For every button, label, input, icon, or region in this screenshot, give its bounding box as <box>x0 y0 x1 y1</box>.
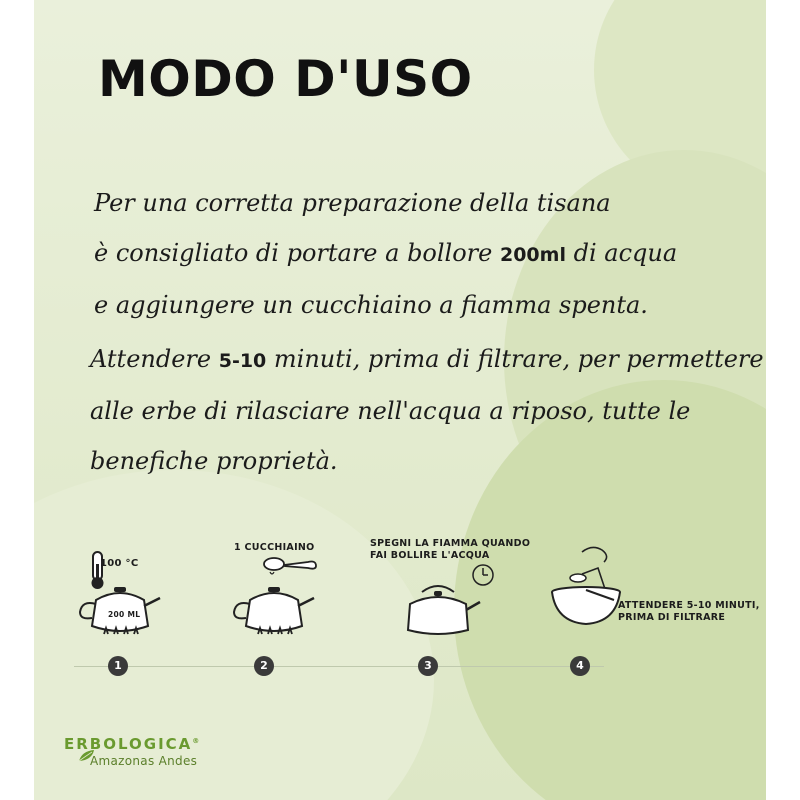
water-amount: 200ml <box>499 244 566 266</box>
paragraph-line: minuti, prima di filtrare, per permettere <box>266 345 764 373</box>
spoon-icon <box>260 554 320 578</box>
steps-connector <box>74 666 604 667</box>
brand-wordmark: ERBOLOGICA <box>64 735 193 753</box>
paragraph-line: e aggiungere un cucchiaino a fiamma spenta. <box>94 291 648 319</box>
step-1-marker: 1 <box>108 656 128 676</box>
kettle-icon <box>228 582 320 640</box>
step-2-marker: 2 <box>254 656 274 676</box>
step-3-marker: 3 <box>418 656 438 676</box>
page-title: MODO D'USO <box>98 50 473 108</box>
paragraph-line: di acqua <box>565 239 678 267</box>
caption-line: ATTENDERE 5-10 MINUTI, <box>618 600 760 611</box>
instructions-paragraph-1 <box>94 178 677 330</box>
paragraph-line: Attendere <box>90 345 219 373</box>
paragraph-line: alle erbe di rilasciare nell'acqua a riposo, tutte le <box>90 397 691 425</box>
brand-logo <box>64 735 201 768</box>
brand-subtitle: Amazonas Andes <box>90 754 198 768</box>
step-1-caption: 100 °C <box>100 558 139 569</box>
instructions-paragraph-2 <box>90 334 764 486</box>
step-2-caption: 1 CUCCHIAINO <box>234 542 315 553</box>
usage-card <box>34 0 766 800</box>
caption-line: FAI BOLLIRE L'ACQUA <box>370 550 490 561</box>
step-3-caption <box>370 538 530 562</box>
caption-line: SPEGNI LA FIAMMA QUANDO <box>370 538 531 549</box>
caption-line: PRIMA DI FILTRARE <box>618 612 726 623</box>
step-4-caption <box>618 600 760 624</box>
step-4-marker: 4 <box>570 656 590 676</box>
kettle-icon <box>392 580 484 640</box>
paragraph-line: benefiche proprietà. <box>90 447 338 475</box>
bowl-whisk-icon <box>548 544 628 638</box>
leaf-icon <box>78 749 96 763</box>
paragraph-line: Per una corretta preparazione della tisana <box>94 189 611 217</box>
preparation-steps <box>34 530 766 690</box>
steep-time: 5-10 <box>218 350 267 372</box>
trademark-mark: ® <box>192 737 202 745</box>
paragraph-line: è consigliato di portare a bollore <box>94 239 500 267</box>
kettle-water-label: 200 ML <box>108 610 141 619</box>
